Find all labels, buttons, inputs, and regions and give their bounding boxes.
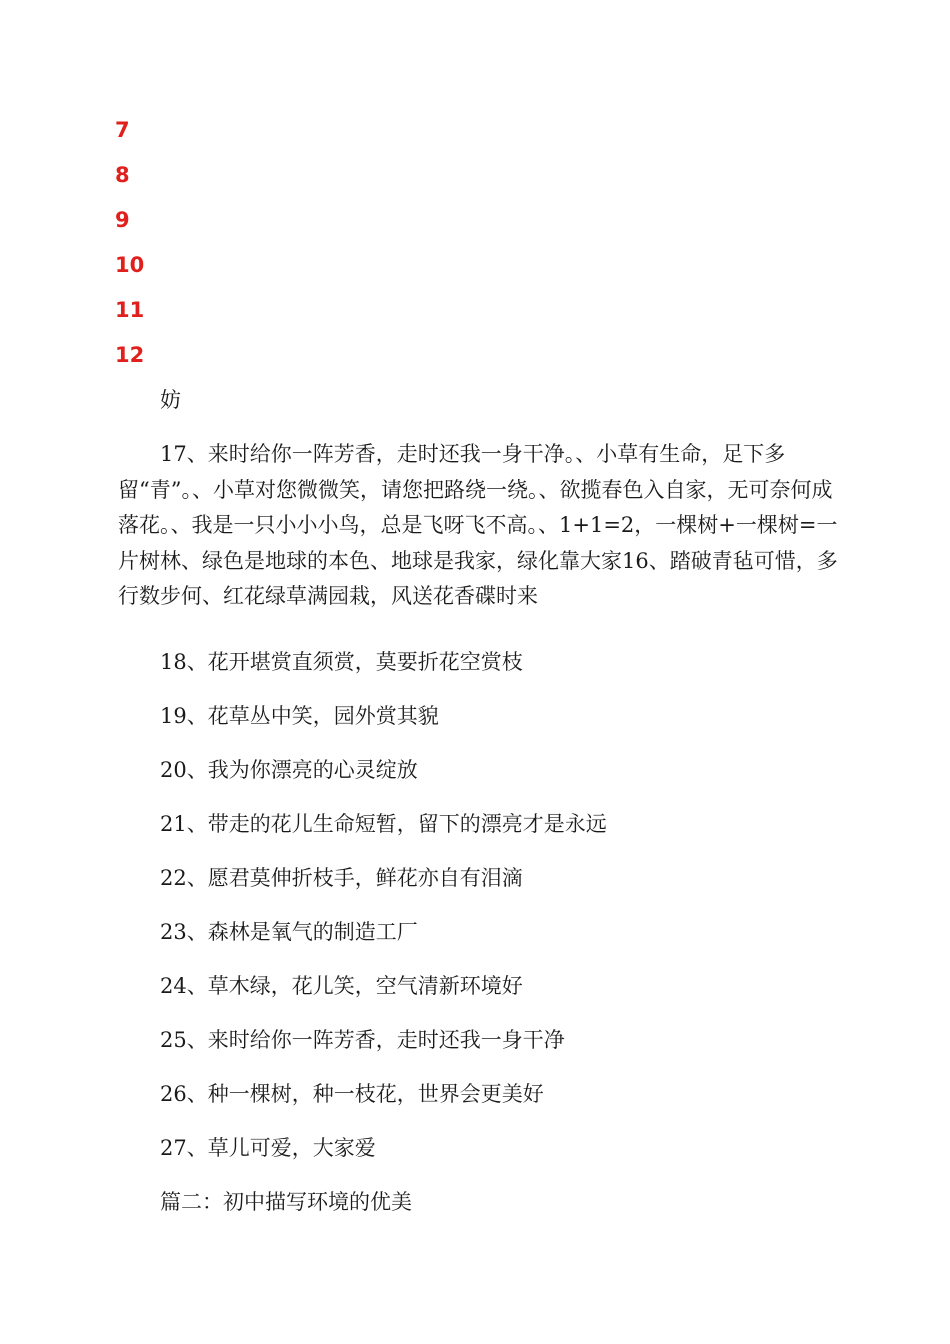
section-heading: 篇二：初中描写环境的优美 — [160, 1190, 412, 1214]
paragraph-17: 17、来时给你一阵芳香，走时还我一身干净。、小草有生命，足下多留“青”。、小草对您微微笑，请您把路绕一绕。、欲揽春色入自家，无可奈何成落花。、我是一只小小小鸟，总是飞呀飞不高。、1+1=2，一棵树+一棵树=一片树林、绿色是地球的本色、地球是我家，绿化靠大家16、踏破青毡可惜，多行数步何、红花绿草满园栽，风送花香碟时来 — [118, 442, 838, 608]
list-item: 24、草木绿，花儿笑，空气清新环境好 — [160, 974, 523, 998]
list-item: 22、愿君莫伸折枝手，鲜花亦自有泪滴 — [160, 866, 523, 890]
stray-character: 妨 — [160, 388, 181, 412]
red-number: 7 — [115, 118, 130, 142]
red-number-list — [115, 112, 144, 382]
list-item: 26、种一棵树，种一枝花，世界会更美好 — [160, 1082, 544, 1106]
list-item: 20、我为你漂亮的心灵绽放 — [160, 758, 418, 782]
list-item: 18、花开堪赏直须赏，莫要折花空赏枝 — [160, 650, 523, 674]
red-number: 11 — [115, 298, 145, 322]
red-number: 8 — [115, 163, 130, 187]
list-item: 25、来时给你一阵芳香，走时还我一身干净 — [160, 1028, 565, 1052]
list-item: 27、草儿可爱，大家爱 — [160, 1136, 376, 1160]
list-item: 21、带走的花儿生命短暂，留下的漂亮才是永远 — [160, 812, 607, 836]
red-number: 10 — [115, 253, 145, 277]
list-item: 19、花草丛中笑，园外赏其貌 — [160, 704, 439, 728]
list-item: 23、森林是氧气的制造工厂 — [160, 920, 418, 944]
red-number: 9 — [115, 208, 130, 232]
red-number: 12 — [115, 343, 145, 367]
